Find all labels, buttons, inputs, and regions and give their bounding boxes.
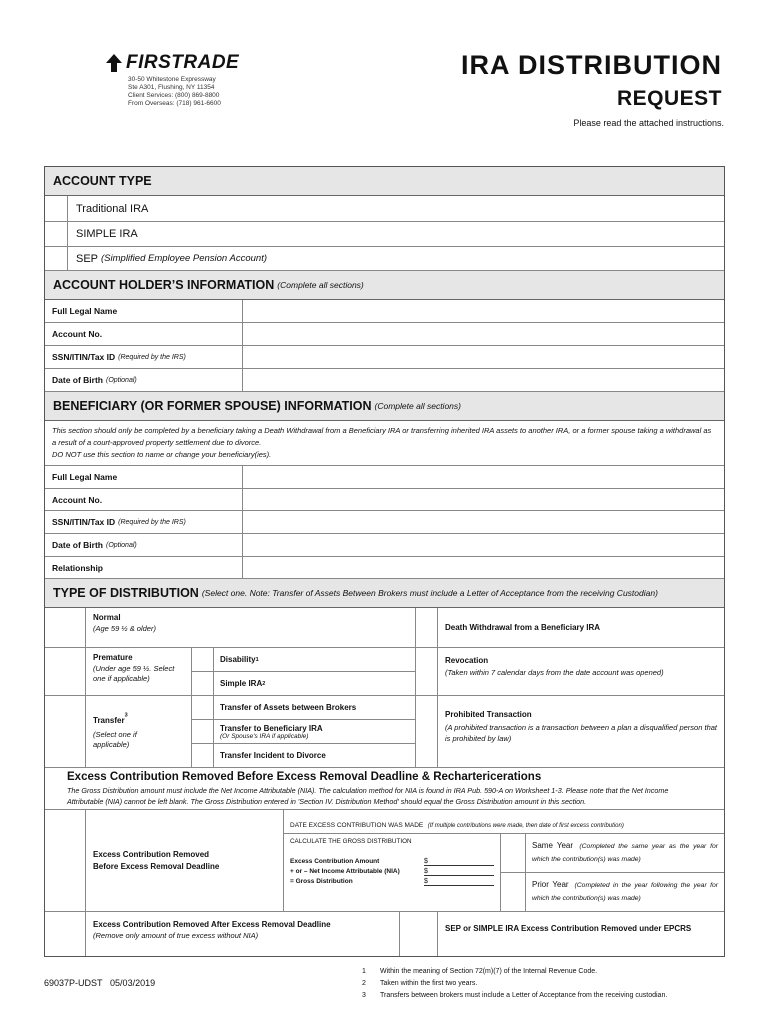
account-type-option[interactable] bbox=[45, 247, 724, 271]
beneficiary-note: This section should only be completed by a beneficiary taking a Death Withdrawal from a Beneficiary IRA or transferring inherited IRA assets to another IRA, or a former spouse taking a withdrawal as a result of a court-approved property settlement due to divorce. DO NOT use this section to name or change your beneficiary(ies). bbox=[45, 421, 724, 466]
checkbox-excess-after[interactable] bbox=[45, 912, 86, 956]
field-label: Full Legal Name bbox=[45, 300, 243, 322]
beneficiary-field-row bbox=[45, 466, 724, 489]
distribution-row bbox=[45, 608, 724, 648]
page-subtitle: REQUEST bbox=[616, 87, 722, 110]
beneficiary-field-row bbox=[45, 557, 724, 579]
checkbox-simple-ira[interactable] bbox=[45, 222, 68, 246]
field-label: SSN/ITIN/Tax ID (Required by the IRS) bbox=[45, 511, 243, 533]
field-label: SSN/ITIN/Tax ID (Required by the IRS) bbox=[45, 346, 243, 368]
footnote: 3 Transfers between brokers must include a Letter of Acceptance from the receiving custodian. bbox=[362, 992, 668, 999]
holder-ssn-input[interactable] bbox=[243, 346, 724, 368]
beneficiary-dob-input[interactable] bbox=[243, 534, 724, 556]
field-label: Relationship bbox=[45, 557, 243, 578]
excess-before-row bbox=[45, 810, 724, 912]
distribution-row bbox=[45, 648, 724, 696]
checkbox-normal[interactable] bbox=[45, 608, 86, 647]
beneficiary-field-row bbox=[45, 489, 724, 511]
address-block bbox=[128, 76, 221, 108]
checkbox-death-withdrawal[interactable] bbox=[416, 608, 438, 647]
ira-distribution-form bbox=[44, 166, 725, 957]
field-label: Account No. bbox=[45, 489, 243, 510]
excess-section-header: Excess Contribution Removed Before Excess Removal Deadline & Rechartericerations The Gross Distribution amount must include the Net Income Attributable (NIA). The calculation method for NIA is found in IRA Pub. 590-A on Worksheet 1-3. Please note that the Net Income Attributable (NIA) cannot be left blank. The Gross Distribution entered in 'Section IV. Distribution Method' should equal the Gross Distribution amount in this section. bbox=[45, 768, 724, 810]
option-transfer-divorce: Transfer Incident to Divorce bbox=[220, 751, 326, 760]
holder-dob-input[interactable] bbox=[243, 369, 724, 391]
address-line: Ste A301, Flushing, NY 11354 bbox=[128, 84, 215, 91]
transfer-checkbox-column bbox=[192, 696, 214, 767]
excess-before-detail bbox=[284, 810, 724, 911]
firstrade-arrow-icon bbox=[102, 53, 126, 73]
beneficiary-relationship-input[interactable] bbox=[243, 557, 724, 578]
address-line: From Overseas: (718) 961-6600 bbox=[128, 100, 221, 107]
field-label: Account No. bbox=[45, 323, 243, 345]
section-distribution-type: TYPE OF DISTRIBUTION (Select one. Note: Transfer of Assets Between Brokers must include a Letter of Acceptance from the receiving Custodian) bbox=[45, 579, 724, 608]
beneficiary-field-row bbox=[45, 534, 724, 557]
checkbox-revocation[interactable] bbox=[416, 648, 438, 695]
address-line: Client Services: (800) 869-8800 bbox=[128, 92, 220, 99]
account-type-option[interactable] bbox=[45, 196, 724, 222]
checkbox-sep-simple-epcrs[interactable] bbox=[400, 912, 438, 956]
option-label: SEP (Simplified Employee Pension Account) bbox=[76, 252, 267, 265]
checkbox-traditional-ira[interactable] bbox=[45, 196, 68, 221]
excess-amount-input[interactable]: $ bbox=[424, 858, 494, 866]
beneficiary-account-number-input[interactable] bbox=[243, 489, 724, 510]
option-prohibited: Prohibited Transaction (A prohibited transaction is a transaction between a plan a disqualified person that is prohibited by law) bbox=[445, 710, 717, 743]
section-beneficiary: BENEFICIARY (OR FORMER SPOUSE) INFORMATION (Complete all sections) bbox=[45, 392, 724, 421]
sep-simple-epcrs-label: SEP or SIMPLE IRA Excess Contribution Removed under EPCRS bbox=[445, 924, 692, 933]
holder-full-name-input[interactable] bbox=[243, 300, 724, 322]
footnotes bbox=[362, 966, 667, 1002]
option-transfer-beneficiary-ira: Transfer to Beneficiary IRA (Or Spouse's IRA if applicable) bbox=[214, 720, 415, 744]
option-simple-ira: Simple IRA 2 bbox=[220, 679, 266, 688]
year-checkbox-column bbox=[501, 834, 526, 911]
beneficiary-field-row bbox=[45, 511, 724, 534]
instructions-note: Please read the attached instructions. bbox=[573, 118, 724, 128]
checkbox-prior-year[interactable] bbox=[501, 873, 525, 911]
date-excess-made-field[interactable]: DATE EXCESS CONTRIBUTION WAS MADE (If multiple contributions were made, then date of first excess contribution) bbox=[284, 810, 724, 834]
option-normal: Normal (Age 59 ½ & older) bbox=[86, 608, 416, 647]
account-type-option[interactable] bbox=[45, 222, 724, 247]
page-title: IRA DISTRIBUTION bbox=[461, 50, 722, 80]
holder-account-number-input[interactable] bbox=[243, 323, 724, 345]
field-label: Date of Birth (Optional) bbox=[45, 534, 243, 556]
excess-after-label: Excess Contribution Removed After Excess Removal Deadline (Remove only amount of true excess without NIA) bbox=[86, 912, 400, 956]
premature-checkbox-column bbox=[192, 648, 214, 695]
section-account-type: ACCOUNT TYPE bbox=[45, 167, 724, 196]
checkbox-sep[interactable] bbox=[45, 247, 68, 270]
option-prior-year: Prior Year (Completed in the year following the year for which the contribution(s) was made) bbox=[532, 880, 718, 902]
holder-field-row bbox=[45, 300, 724, 323]
field-label: Date of Birth (Optional) bbox=[45, 369, 243, 391]
checkbox-simple-ira-premature[interactable] bbox=[192, 672, 213, 695]
section-account-holder: ACCOUNT HOLDER’S INFORMATION (Complete all sections) bbox=[45, 271, 724, 300]
checkbox-transfer-beneficiary-ira[interactable] bbox=[192, 720, 213, 744]
holder-field-row bbox=[45, 346, 724, 369]
distribution-row bbox=[45, 696, 724, 768]
checkbox-prohibited[interactable] bbox=[416, 696, 438, 767]
excess-before-label: Excess Contribution Removed Before Excess Removal Deadline bbox=[86, 810, 284, 911]
option-death-withdrawal: Death Withdrawal from a Beneficiary IRA bbox=[445, 623, 601, 632]
transfer-options bbox=[214, 696, 416, 767]
holder-field-row bbox=[45, 323, 724, 346]
beneficiary-ssn-input[interactable] bbox=[243, 511, 724, 533]
nia-input[interactable]: $ bbox=[424, 868, 494, 876]
footnote: 1 Within the meaning of Section 72(m)(7) of the Internal Revenue Code. bbox=[362, 968, 598, 975]
checkbox-transfer[interactable] bbox=[45, 696, 86, 767]
premature-options bbox=[214, 648, 416, 695]
holder-field-row bbox=[45, 369, 724, 392]
logo bbox=[102, 52, 239, 74]
checkbox-transfer-divorce[interactable] bbox=[192, 744, 213, 767]
calc-area bbox=[284, 834, 724, 911]
option-disability: Disability 1 bbox=[214, 648, 415, 672]
excess-after-row bbox=[45, 912, 724, 956]
form-id: 69037P-UDST 05/03/2019 bbox=[44, 978, 156, 988]
checkbox-same-year[interactable] bbox=[501, 834, 525, 873]
checkbox-transfer-brokers[interactable] bbox=[192, 696, 213, 720]
checkbox-premature[interactable] bbox=[45, 648, 86, 695]
footnote: 2 Taken within the first two years. bbox=[362, 980, 478, 987]
beneficiary-full-name-input[interactable] bbox=[243, 466, 724, 488]
address-line: 30-50 Whitestone Expressway bbox=[128, 76, 216, 83]
year-options bbox=[526, 834, 724, 911]
option-transfer: Transfer$^3$ (Select one if applicable) bbox=[86, 696, 192, 767]
calc-gross-distribution: CALCULATE THE GROSS DISTRIBUTION Excess Contribution Amount $ + or – Net Income Attributable (NIA) $ = Gross Distribution $ bbox=[284, 834, 501, 911]
option-label: Traditional IRA bbox=[76, 202, 149, 215]
option-revocation: Revocation (Taken within 7 calendar days from the date account was opened) bbox=[445, 656, 664, 677]
logo-text: FIRSTRADE bbox=[126, 52, 240, 73]
field-label: Full Legal Name bbox=[45, 466, 243, 488]
checkbox-disability[interactable] bbox=[192, 648, 213, 672]
checkbox-excess-before[interactable] bbox=[45, 810, 86, 911]
option-transfer-brokers: Transfer of Assets between Brokers bbox=[214, 696, 415, 720]
option-same-year: Same Year (Completed the same year as the year for which the contribution(s) was made) bbox=[526, 834, 724, 873]
gross-distribution-input[interactable]: $ bbox=[424, 878, 494, 886]
option-label: SIMPLE IRA bbox=[76, 228, 138, 240]
option-premature: Premature (Under age 59 ½. Select one if applicable) bbox=[86, 648, 192, 695]
